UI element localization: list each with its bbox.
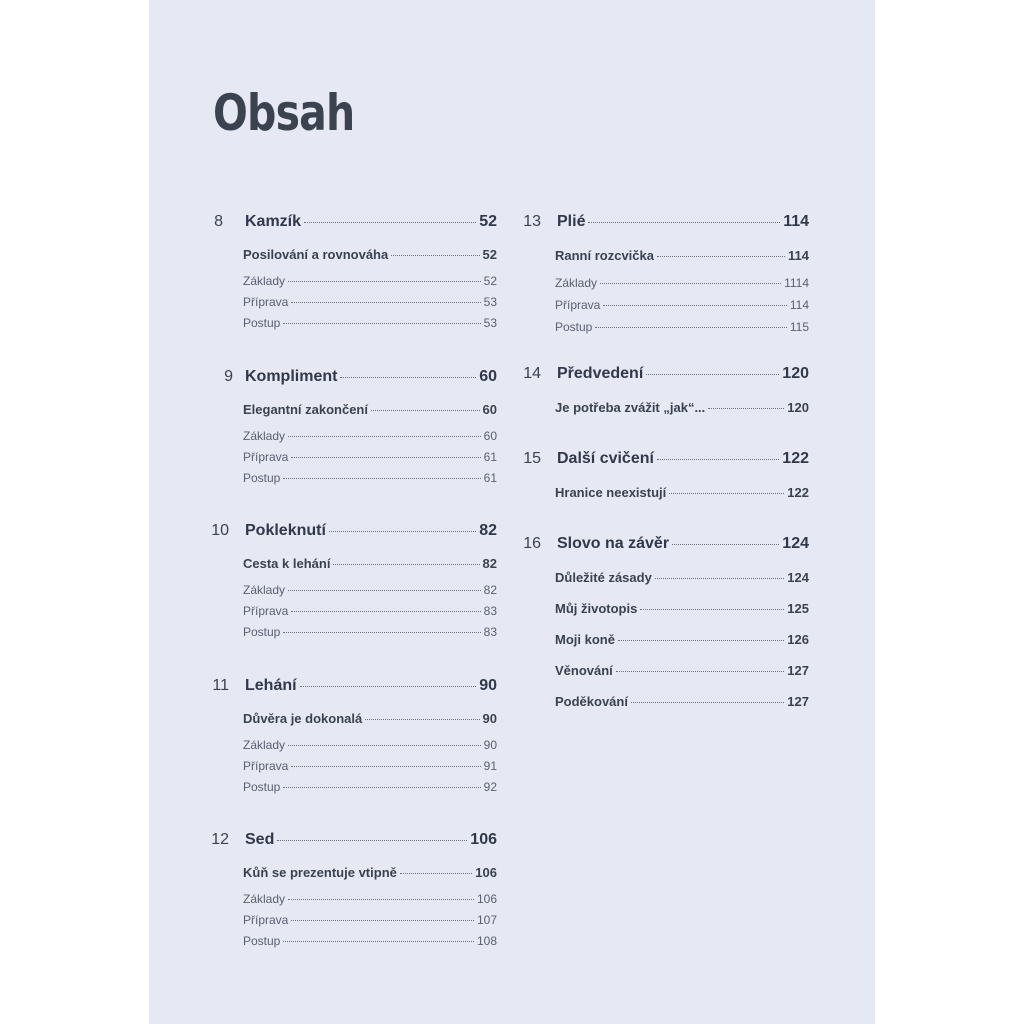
- dot-leader: [291, 611, 480, 612]
- chapter-entry-page-number: 124: [782, 535, 809, 552]
- subsection-entry-title: Základy: [243, 429, 286, 443]
- section-entry-page-number: 127: [787, 663, 809, 678]
- subsection-entry-page-number: 83: [483, 625, 497, 639]
- dot-leader: [657, 459, 779, 460]
- section-entry-title: Posilování a rovnováha: [243, 247, 389, 262]
- chapter-entry-page-number: 52: [479, 213, 497, 230]
- subsection-entry[interactable]: [243, 759, 497, 773]
- dot-leader: [329, 531, 476, 532]
- chapter-entry-page-number: 120: [782, 365, 809, 382]
- section-entry[interactable]: [555, 485, 809, 500]
- dot-leader: [646, 374, 779, 375]
- dot-leader: [288, 436, 481, 437]
- subsection-entry-title: Postup: [243, 316, 281, 330]
- subsection-entry-title: Základy: [555, 276, 598, 290]
- section-entry-title: Věnování: [555, 663, 613, 678]
- section-entry-page-number: 125: [787, 601, 809, 616]
- page-title: Obsah: [213, 84, 355, 142]
- dot-leader: [283, 632, 480, 633]
- subsection-entry-title: Základy: [243, 583, 286, 597]
- section-entry[interactable]: [555, 570, 809, 585]
- section-entry-title: Elegantní zakončení: [243, 402, 368, 417]
- chapter-number: 10: [211, 522, 229, 539]
- dot-leader: [708, 408, 784, 409]
- chapter-entry[interactable]: [245, 831, 497, 849]
- chapter-entry-title: Slovo na závěr: [557, 535, 670, 552]
- chapter-entry-title: Plié: [557, 213, 586, 230]
- chapter-entry-title: Lehání: [245, 677, 297, 694]
- subsection-entry[interactable]: [243, 738, 497, 752]
- subsection-entry[interactable]: [243, 471, 497, 485]
- section-entry-title: Důvěra je dokonalá: [243, 711, 363, 726]
- dot-leader: [300, 686, 477, 687]
- subsection-entry-title: Postup: [555, 320, 593, 334]
- chapter-entry[interactable]: [557, 213, 809, 231]
- subsection-entry-page-number: 107: [476, 913, 497, 927]
- chapter-entry[interactable]: [557, 365, 809, 383]
- dot-leader: [288, 899, 474, 900]
- section-entry-page-number: 114: [788, 248, 809, 263]
- section-entry[interactable]: [243, 556, 497, 571]
- section-entry-title: Je potřeba zvážit „jak“...: [555, 400, 706, 415]
- subsection-entry-page-number: 60: [483, 429, 497, 443]
- chapter-entry-page-number: 90: [479, 677, 497, 694]
- subsection-entry[interactable]: [243, 604, 497, 618]
- chapter-entry-title: Předvedení: [557, 365, 644, 382]
- dot-leader: [283, 941, 474, 942]
- section-entry-title: Můj životopis: [555, 601, 638, 616]
- section-entry[interactable]: [555, 601, 809, 616]
- chapter-entry[interactable]: [557, 535, 809, 553]
- subsection-entry[interactable]: [243, 274, 497, 288]
- dot-leader: [291, 457, 480, 458]
- subsection-entry-title: Základy: [243, 892, 286, 906]
- subsection-entry-page-number: 61: [483, 471, 497, 485]
- dot-leader: [283, 787, 480, 788]
- section-entry-page-number: 90: [482, 711, 497, 726]
- section-entry[interactable]: [555, 663, 809, 678]
- section-entry-page-number: 127: [787, 694, 809, 709]
- chapter-entry-page-number: 114: [783, 213, 809, 230]
- subsection-entry-page-number: 53: [483, 316, 497, 330]
- subsection-entry[interactable]: [555, 298, 809, 312]
- section-entry-title: Cesta k lehání: [243, 556, 331, 571]
- subsection-entry-title: Příprava: [555, 298, 601, 312]
- section-entry[interactable]: [555, 632, 809, 647]
- section-entry[interactable]: [243, 402, 497, 417]
- section-entry-title: Moji koně: [555, 632, 615, 647]
- subsection-entry-page-number: 61: [483, 450, 497, 464]
- dot-leader: [603, 305, 787, 306]
- section-entry-title: Důležité zásady: [555, 570, 652, 585]
- section-entry-page-number: 124: [787, 570, 809, 585]
- chapter-entry[interactable]: [245, 368, 497, 386]
- dot-leader: [391, 255, 479, 256]
- section-entry[interactable]: [243, 711, 497, 726]
- dot-leader: [669, 493, 784, 494]
- subsection-entry-page-number: 1114: [784, 276, 809, 290]
- subsection-entry[interactable]: [243, 780, 497, 794]
- subsection-entry-title: Příprava: [243, 759, 289, 773]
- subsection-entry[interactable]: [243, 892, 497, 906]
- section-entry-page-number: 52: [482, 247, 497, 262]
- subsection-entry[interactable]: [243, 316, 497, 330]
- chapter-number: 13: [523, 213, 541, 230]
- section-entry[interactable]: [555, 400, 809, 415]
- chapter-number: 15: [523, 450, 541, 467]
- subsection-entry-title: Příprava: [243, 295, 289, 309]
- section-entry-page-number: 82: [482, 556, 497, 571]
- section-entry-title: Hranice neexistují: [555, 485, 667, 500]
- dot-leader: [672, 544, 779, 545]
- chapter-entry-title: Sed: [245, 831, 275, 848]
- chapter-number: 16: [523, 535, 541, 552]
- subsection-entry[interactable]: [243, 625, 497, 639]
- subsection-entry-title: Postup: [243, 780, 281, 794]
- section-entry-page-number: 106: [475, 865, 497, 880]
- subsection-entry-page-number: 53: [483, 295, 497, 309]
- subsection-entry-page-number: 83: [483, 604, 497, 618]
- dot-leader: [340, 377, 476, 378]
- subsection-entry-title: Základy: [243, 274, 286, 288]
- dot-leader: [616, 671, 785, 672]
- section-entry-page-number: 120: [787, 400, 809, 415]
- dot-leader: [588, 222, 780, 223]
- dot-leader: [657, 256, 785, 257]
- chapter-entry-title: Kompliment: [245, 368, 338, 385]
- dot-leader: [640, 609, 784, 610]
- dot-leader: [595, 327, 787, 328]
- chapter-number: 12: [211, 831, 229, 848]
- chapter-entry[interactable]: [557, 450, 809, 468]
- section-entry-title: Kůň se prezentuje vtipně: [243, 865, 397, 880]
- subsection-entry-title: Základy: [243, 738, 286, 752]
- subsection-entry[interactable]: [243, 583, 497, 597]
- section-entry[interactable]: [555, 248, 809, 263]
- subsection-entry-page-number: 90: [483, 738, 497, 752]
- subsection-entry-page-number: 115: [789, 320, 809, 334]
- subsection-entry-page-number: 92: [483, 780, 497, 794]
- dot-leader: [277, 840, 467, 841]
- subsection-entry-page-number: 82: [483, 583, 497, 597]
- dot-leader: [288, 281, 481, 282]
- dot-leader: [600, 283, 781, 284]
- dot-leader: [288, 745, 481, 746]
- chapter-entry[interactable]: [245, 213, 497, 231]
- dot-leader: [288, 590, 481, 591]
- book-page: [149, 0, 875, 1024]
- subsection-entry[interactable]: [243, 429, 497, 443]
- section-entry-page-number: 60: [482, 402, 497, 417]
- dot-leader: [291, 920, 474, 921]
- subsection-entry-title: Příprava: [243, 604, 289, 618]
- subsection-entry[interactable]: [243, 450, 497, 464]
- chapter-entry-page-number: 60: [479, 368, 497, 385]
- subsection-entry-title: Příprava: [243, 913, 289, 927]
- chapter-entry-title: Pokleknutí: [245, 522, 326, 539]
- dot-leader: [618, 640, 784, 641]
- section-entry-page-number: 126: [787, 632, 809, 647]
- subsection-entry[interactable]: [243, 913, 497, 927]
- chapter-entry[interactable]: [245, 522, 497, 540]
- dot-leader: [304, 222, 476, 223]
- section-entry-title: Poděkování: [555, 694, 628, 709]
- dot-leader: [333, 564, 479, 565]
- chapter-number: 8: [214, 213, 223, 230]
- dot-leader: [365, 719, 479, 720]
- dot-leader: [400, 873, 472, 874]
- subsection-entry-page-number: 106: [476, 892, 497, 906]
- subsection-entry[interactable]: [243, 934, 497, 948]
- subsection-entry-page-number: 52: [483, 274, 497, 288]
- chapter-entry-page-number: 106: [470, 831, 497, 848]
- chapter-number: 14: [523, 365, 541, 382]
- dot-leader: [283, 323, 480, 324]
- subsection-entry[interactable]: [555, 320, 809, 334]
- chapter-number: 11: [212, 677, 229, 694]
- dot-leader: [631, 702, 784, 703]
- subsection-entry-title: Postup: [243, 934, 281, 948]
- chapter-entry[interactable]: [245, 677, 497, 695]
- section-entry[interactable]: [243, 865, 497, 880]
- dot-leader: [371, 410, 480, 411]
- dot-leader: [655, 578, 784, 579]
- subsection-entry-title: Postup: [243, 625, 281, 639]
- subsection-entry-page-number: 91: [483, 759, 497, 773]
- subsection-entry-page-number: 108: [476, 934, 497, 948]
- dot-leader: [291, 302, 480, 303]
- dot-leader: [283, 478, 480, 479]
- subsection-entry-title: Příprava: [243, 450, 289, 464]
- chapter-entry-page-number: 122: [782, 450, 809, 467]
- chapter-entry-page-number: 82: [479, 522, 497, 539]
- chapter-number: 9: [224, 368, 233, 385]
- section-entry-page-number: 122: [787, 485, 809, 500]
- section-entry[interactable]: [243, 247, 497, 262]
- dot-leader: [291, 766, 480, 767]
- subsection-entry[interactable]: [243, 295, 497, 309]
- subsection-entry-title: Postup: [243, 471, 281, 485]
- section-entry-title: Ranní rozcvička: [555, 248, 654, 263]
- subsection-entry-page-number: 114: [789, 298, 809, 312]
- section-entry[interactable]: [555, 694, 809, 709]
- chapter-entry-title: Kamzík: [245, 213, 302, 230]
- subsection-entry[interactable]: [555, 276, 809, 290]
- chapter-entry-title: Další cvičení: [557, 450, 654, 467]
